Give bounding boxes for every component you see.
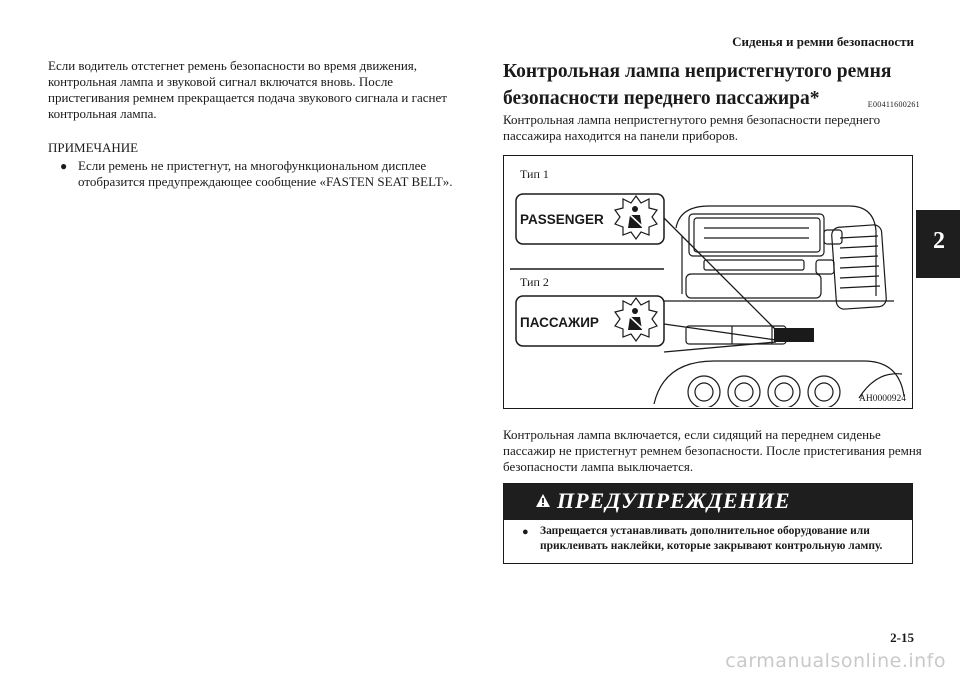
section-code: E00411600261 xyxy=(867,100,920,109)
note-title: ПРИМЕЧАНИЕ xyxy=(48,140,139,155)
intro-paragraph: Если водитель отстегнет ремень безопасности во время движения, контрольная лампа и звуковой сигнал включатся вновь. После пристегивания ремнем прекращается подача звукового сигнала и гаснет контрольная лампа. xyxy=(48,58,447,121)
watermark: carmanualsonline.info xyxy=(725,650,946,672)
warning-title: ПРЕДУПРЕЖДЕНИЕ xyxy=(557,488,791,513)
section-intro: Контрольная лампа непристегнутого ремня безопасности переднего пассажира находится на панели приборов. xyxy=(503,112,881,143)
type2-label: Тип 2 xyxy=(520,275,549,289)
chapter-number: 2 xyxy=(933,228,945,254)
warning-box xyxy=(503,483,913,564)
figure-code: AH0000924 xyxy=(859,394,906,404)
dashboard-illustration xyxy=(503,155,913,409)
page-number: 2-15 xyxy=(890,630,914,645)
bullet-icon: ● xyxy=(522,526,529,538)
dashboard-drawing xyxy=(504,156,911,407)
running-header: Сиденья и ремни безопасности xyxy=(732,34,914,49)
lamp-location xyxy=(774,328,814,342)
note-item-text: Если ремень не пристегнут, на многофункциональном дисплее отобразится предупреждающее сообщение «FASTEN SEAT BELT». xyxy=(78,158,453,189)
type1-label: Тип 1 xyxy=(520,167,549,181)
chapter-tab xyxy=(916,210,960,278)
type1-lamp-text: PASSENGER xyxy=(520,212,604,227)
warning-text: Запрещается устанавливать дополнительное оборудование или приклеивать наклейки, которые закрывают контрольную лампу. xyxy=(540,525,883,552)
lamp-description: Контрольная лампа включается, если сидящий на переднем сиденье пассажир не пристегнут ремнем безопасности. После пристегивания ремня безопасности лампа выключается. xyxy=(503,427,922,474)
note-item xyxy=(48,158,468,190)
section-title: Контрольная лампа непристегнутого ремня безопасности переднего пассажира* xyxy=(503,61,892,109)
bullet-icon: ● xyxy=(60,159,68,173)
type2-lamp-text: ПАССАЖИР xyxy=(520,315,599,330)
left-column xyxy=(48,58,468,190)
warning-triangle-icon xyxy=(535,493,551,508)
warning-header xyxy=(504,484,912,520)
